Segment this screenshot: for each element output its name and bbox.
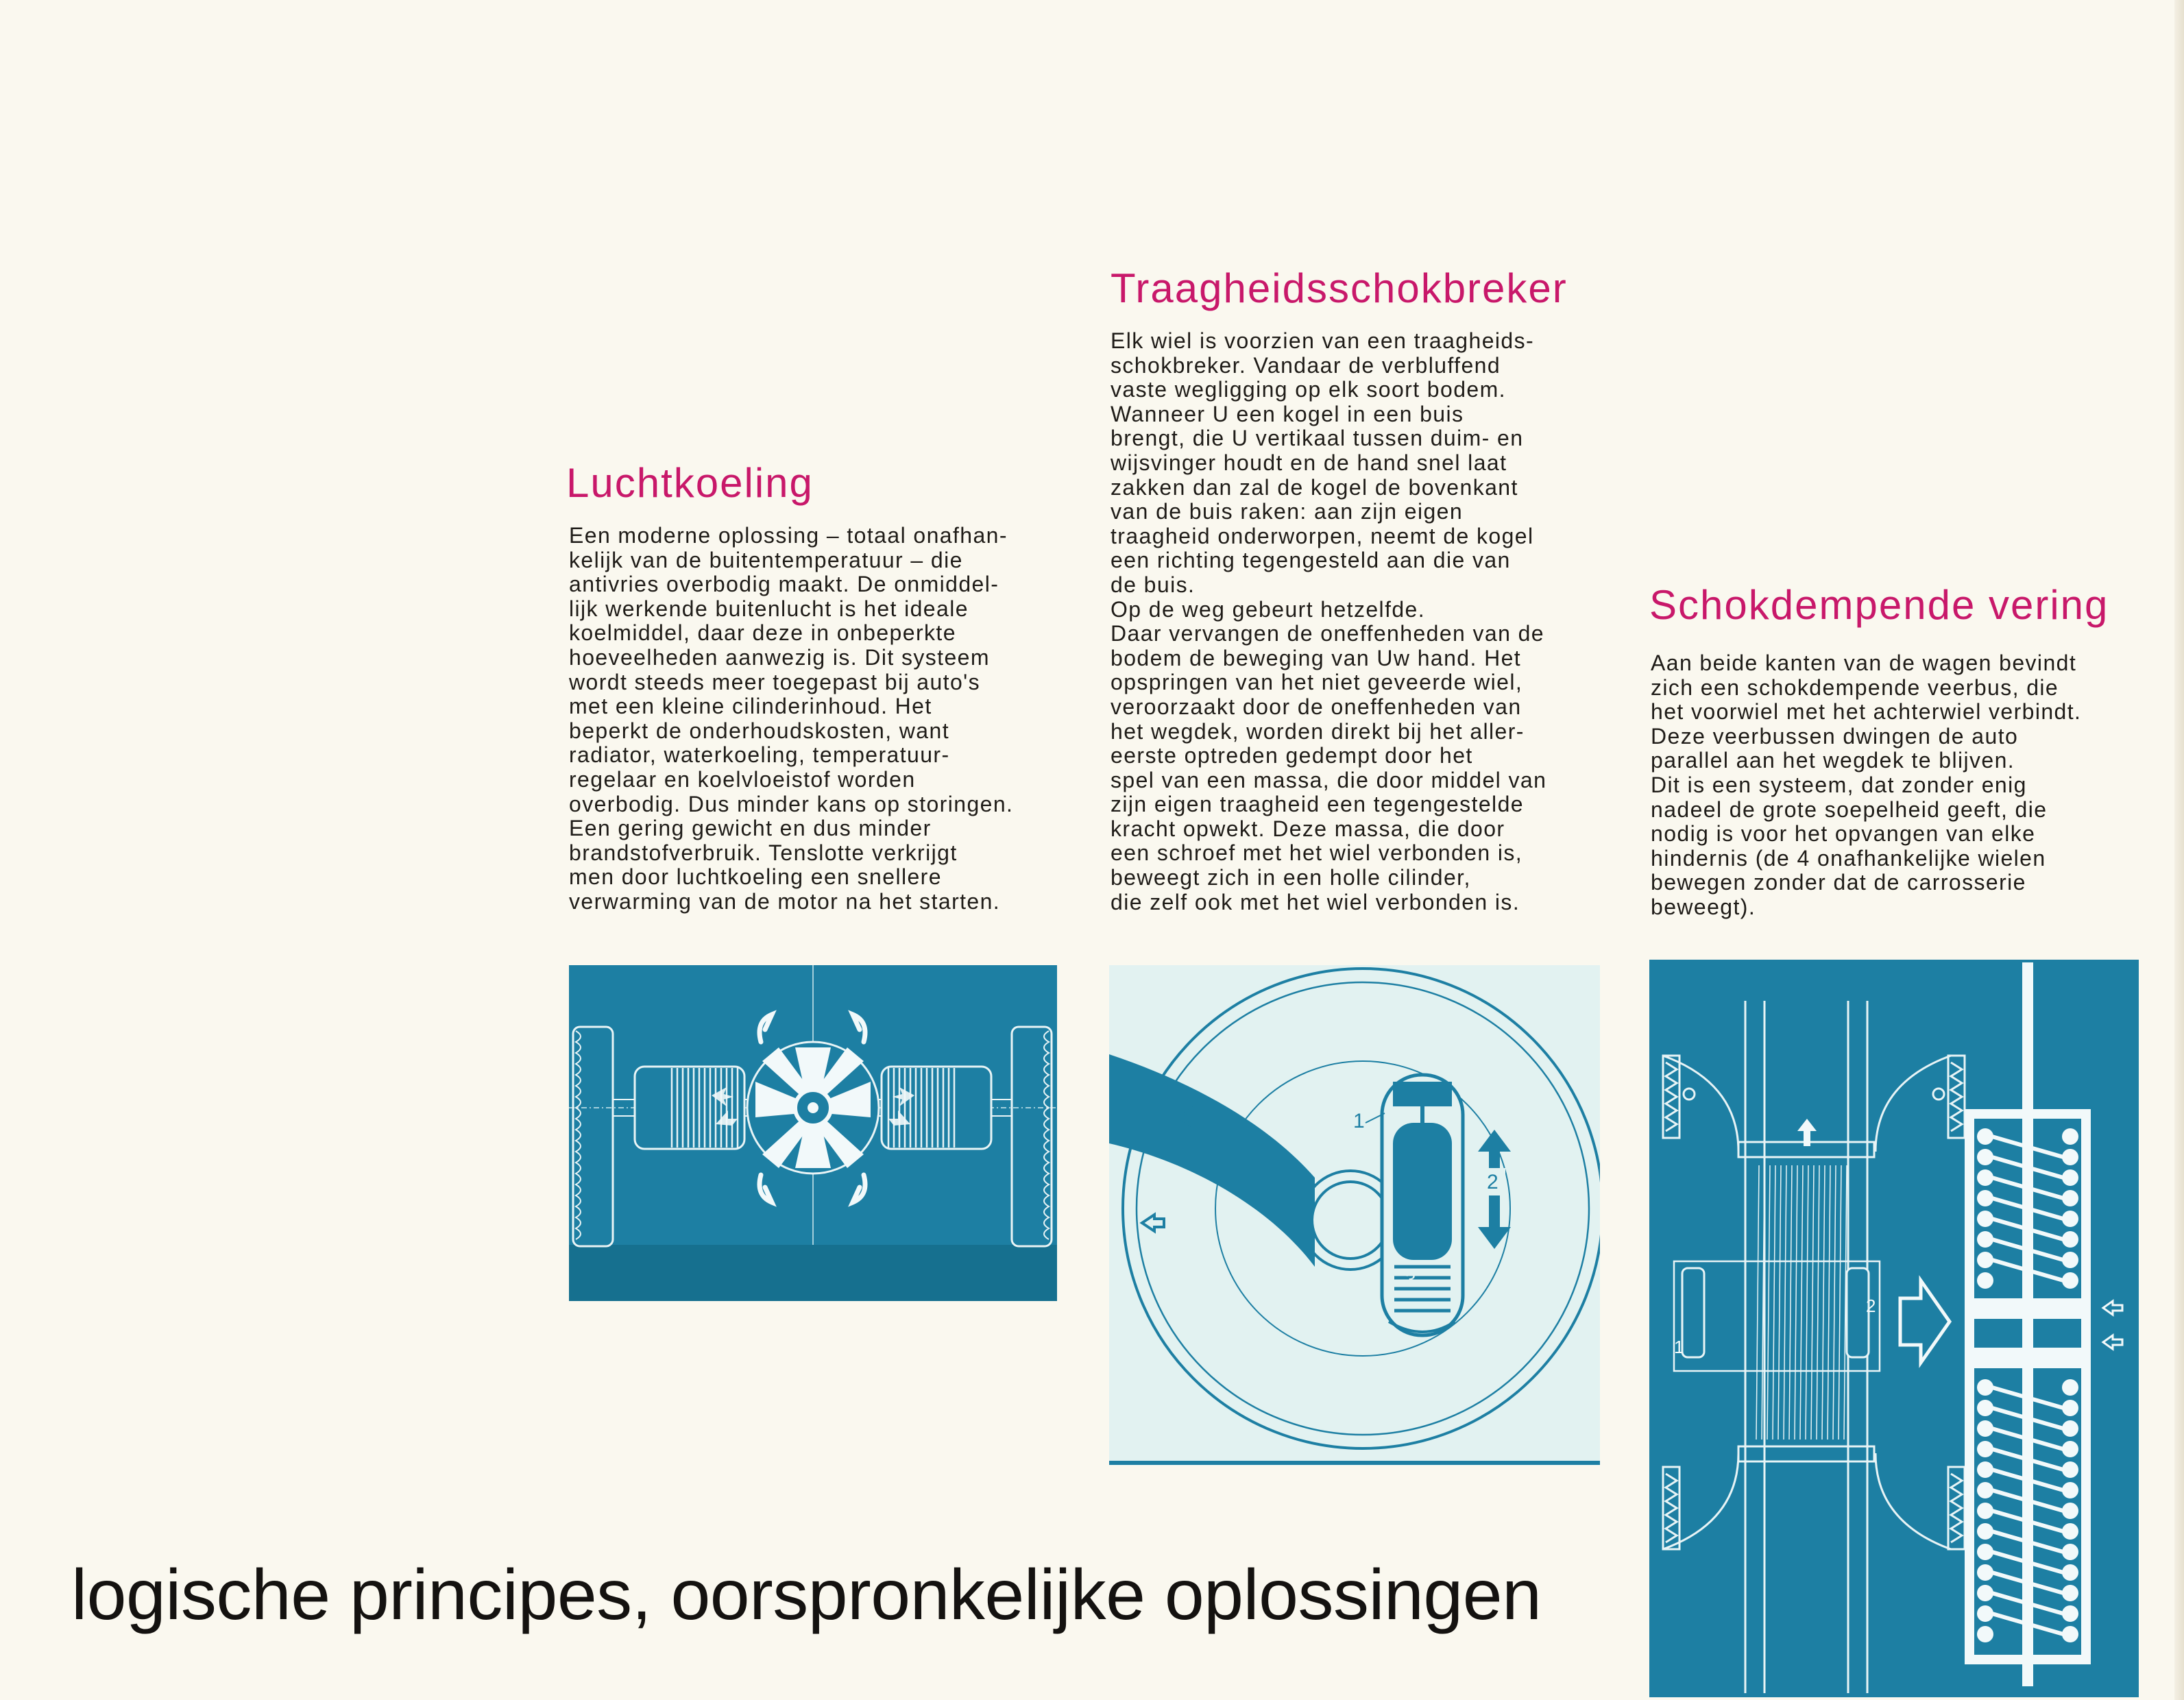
right-cylinder-bank-icon xyxy=(882,1067,991,1149)
air-cooling-diagram xyxy=(569,965,1057,1301)
body-traagheidsschokbreker: Elk wiel is voorzien van een traagheids- schokbreker. Vandaar de verbluffend vaste wegligging op elk soort bodem. Wanneer U een kogel in een buis brengt, die U vertikaal tussen duim- en wijsvinger houdt en de hand snel laat zakken dan zal de kogel de bovenkant van de buis raken: aan zijn eigen traagheid onderworpen, neemt de kogel een richting tegengesteld aan die van de buis. Op de weg gebeurt hetzelfde. Daar vervangen de oneffenheden van de bodem de beweging van Uw hand. Het opspringen van het niet geveerde wiel, veroorzaakt door de oneffenheden van het wegdek, worden direkt bij het aller- eerste optreden gedempt door het spel van een massa, die door middel van zijn eigen traagheid een tegengestelde kracht opwekt. Deze massa, die door een schroef met het wiel verbonden is, beweegt zich in een holle cilinder, die zelf ook met het wiel verbonden is. xyxy=(1111,328,1547,914)
inertia-absorber-diagram xyxy=(1109,965,1600,1466)
suspension-diagram xyxy=(1649,960,2139,1697)
label-3: 3 xyxy=(1405,1269,1416,1290)
cooling-fan-icon xyxy=(747,1042,879,1174)
body-luchtkoeling: Een moderne oplossing – totaal onafhan- kelijk van de buitentemperatuur – die antivries overbodig maakt. De onmiddel- lijk werkende buitenlucht is het ideale koelmiddel, daar deze in onbeperkte hoeveelheden aanwezig is. Dit systeem wordt steeds meer toegepast bij auto's met een kleine cilinderinhoud. Het beperkt de onderhoudskosten, want radiator, waterkoeling, temperatuur- regelaar en koelvloeistof worden overbodig. Dus minder kans op storingen. Een gering gewicht en dus minder brandstofverbruik. Tenslotte verkrijgt men door luchtkoeling een snellere verwarming van de motor na het starten. xyxy=(569,523,1014,914)
inertia-cylinder-icon xyxy=(1382,1075,1463,1335)
page-edge xyxy=(2174,0,2184,1700)
tagline: logische principes, oorspronkelijke oplossingen xyxy=(71,1555,1542,1635)
heading-luchtkoeling: Luchtkoeling xyxy=(566,460,814,506)
label-2: 2 xyxy=(1487,1171,1499,1193)
heading-schokdempende-vering: Schokdempende vering xyxy=(1649,582,2109,628)
label-2: 2 xyxy=(1866,1296,1876,1316)
left-cylinder-bank-icon xyxy=(635,1067,744,1149)
body-schokdempende-vering: Aan beide kanten van de wagen bevindt zich een schokdempende veerbus, die het voorwiel met het achterwiel verbindt. Deze veerbussen dwingen de auto parallel aan het wegdek te blijven. Dit is een systeem, dat zonder enig nadeel de grote soepelheid geeft, die nodig is voor het opvangen van elke hindernis (de 4 onafhankelijke wielen bewegen zonder dat de carrosserie beweegt). xyxy=(1651,651,2082,919)
label-1: 1 xyxy=(1674,1337,1684,1357)
label-1: 1 xyxy=(1353,1110,1365,1132)
heading-traagheidsschokbreker: Traagheidsschokbreker xyxy=(1111,265,1568,311)
